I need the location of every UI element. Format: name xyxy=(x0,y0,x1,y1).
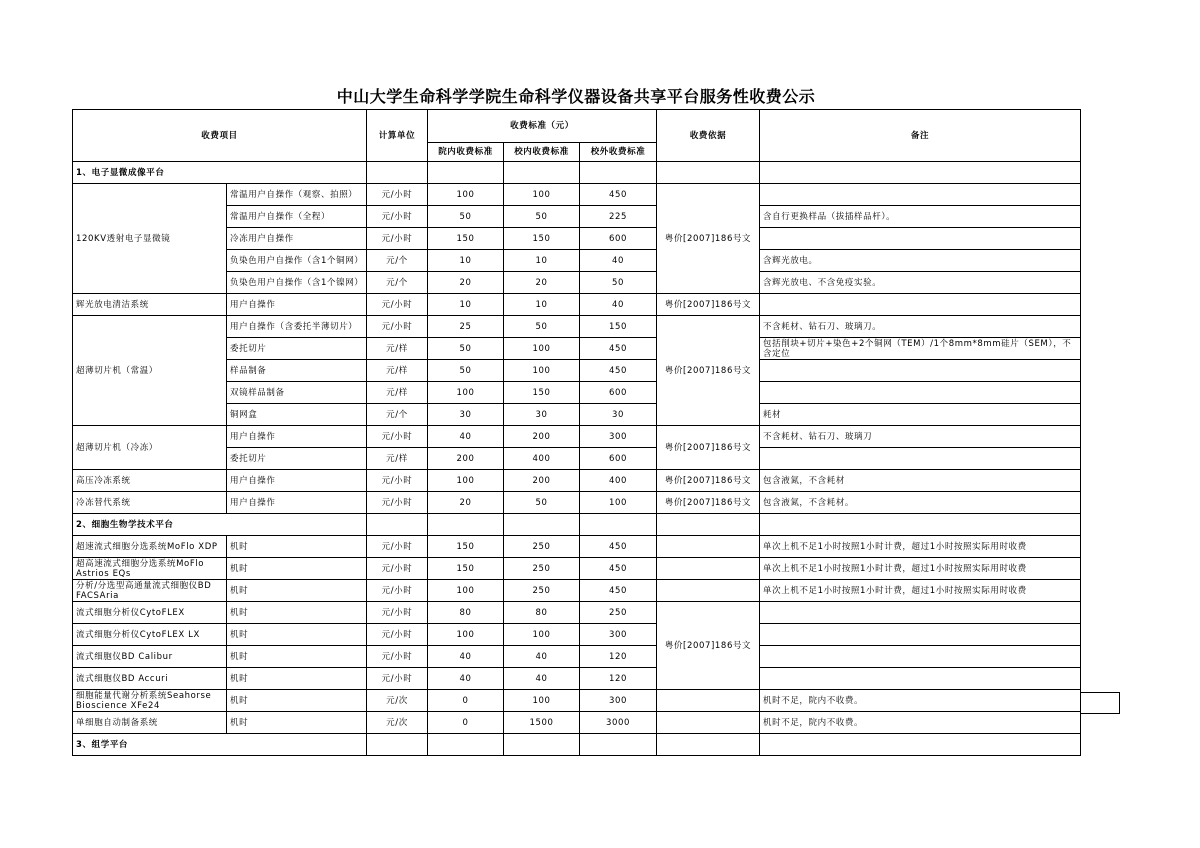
internal-price: 0 xyxy=(428,690,504,712)
section-title: 2、细胞生物学技术平台 xyxy=(73,514,367,536)
empty-cell xyxy=(760,514,1081,536)
basis-cell: 粤价[2007]186号文 xyxy=(657,470,760,492)
remark-cell: 单次上机不足1小时按照1小时计费，超过1小时按照实际用时收费 xyxy=(760,558,1081,580)
header-internal: 院内收费标准 xyxy=(428,143,504,162)
unit-cell: 元/小时 xyxy=(367,624,428,646)
table-row xyxy=(73,536,1081,558)
basis-cell xyxy=(657,580,760,602)
remark-cell: 不含耗材、钻石刀、玻璃刀 xyxy=(760,426,1081,448)
remark-cell xyxy=(760,668,1081,690)
school-price: 30 xyxy=(504,404,580,426)
instrument-name: 流式细胞仪BD Accuri xyxy=(73,668,227,690)
service-item: 机时 xyxy=(227,580,367,602)
internal-price: 80 xyxy=(428,602,504,624)
basis-cell: 粤价[2007]186号文 xyxy=(657,602,760,690)
internal-price: 100 xyxy=(428,184,504,206)
table-row xyxy=(73,294,1081,316)
empty-cell xyxy=(760,734,1081,756)
internal-price: 50 xyxy=(428,338,504,360)
unit-cell: 元/小时 xyxy=(367,316,428,338)
school-price: 50 xyxy=(504,206,580,228)
external-price: 450 xyxy=(580,360,657,382)
school-price: 150 xyxy=(504,228,580,250)
unit-cell: 元/样 xyxy=(367,338,428,360)
service-item: 用户自操作 xyxy=(227,294,367,316)
service-item: 常温用户自操作（观察、拍照） xyxy=(227,184,367,206)
internal-price: 40 xyxy=(428,426,504,448)
basis-cell: 粤价[2007]186号文 xyxy=(657,184,760,294)
instrument-name: 冷冻替代系统 xyxy=(73,492,227,514)
external-price: 250 xyxy=(580,602,657,624)
service-item: 机时 xyxy=(227,646,367,668)
school-price: 40 xyxy=(504,646,580,668)
external-price: 40 xyxy=(580,294,657,316)
school-price: 100 xyxy=(504,338,580,360)
school-price: 40 xyxy=(504,668,580,690)
remark-cell: 包括削块+切片+染色+2个铜网（TEM）/1个8mm*8mm硅片（SEM），不含定位 xyxy=(760,338,1081,360)
section-title: 3、组学平台 xyxy=(73,734,367,756)
unit-cell: 元/次 xyxy=(367,712,428,734)
external-price: 450 xyxy=(580,536,657,558)
table-row xyxy=(73,646,1081,668)
external-price: 600 xyxy=(580,448,657,470)
external-price: 50 xyxy=(580,272,657,294)
external-price: 450 xyxy=(580,184,657,206)
external-price: 300 xyxy=(580,690,657,712)
header-item: 收费项目 xyxy=(73,110,367,162)
section-row xyxy=(73,514,1081,536)
external-price: 120 xyxy=(580,646,657,668)
instrument-name: 超高速流式细胞分选系统MoFlo Astrios EQs xyxy=(73,558,227,580)
service-item: 委托切片 xyxy=(227,448,367,470)
school-price: 20 xyxy=(504,272,580,294)
fee-table xyxy=(72,109,1081,756)
remark-cell: 包含液氮，不含耗材。 xyxy=(760,492,1081,514)
header-unit: 计算单位 xyxy=(367,110,428,162)
unit-cell: 元/小时 xyxy=(367,492,428,514)
school-price: 200 xyxy=(504,426,580,448)
service-item: 机时 xyxy=(227,668,367,690)
external-price: 600 xyxy=(580,382,657,404)
unit-cell: 元/次 xyxy=(367,690,428,712)
table-row xyxy=(73,602,1081,624)
service-item: 负染色用户自操作（含1个镍网） xyxy=(227,272,367,294)
basis-cell: 粤价[2007]186号文 xyxy=(657,294,760,316)
remark-cell: 含辉光放电、不含免疫实验。 xyxy=(760,272,1081,294)
basis-cell xyxy=(657,536,760,558)
internal-price: 30 xyxy=(428,404,504,426)
service-item: 委托切片 xyxy=(227,338,367,360)
internal-price: 50 xyxy=(428,206,504,228)
section-title: 1、电子显微成像平台 xyxy=(73,162,367,184)
instrument-name: 分析/分选型高通量流式细胞仪BD FACSAria xyxy=(73,580,227,602)
remark-cell: 不含耗材、钻石刀、玻璃刀。 xyxy=(760,316,1081,338)
school-price: 10 xyxy=(504,294,580,316)
remark-cell xyxy=(760,602,1081,624)
unit-cell: 元/个 xyxy=(367,272,428,294)
remark-cell: 含辉光放电。 xyxy=(760,250,1081,272)
table-row xyxy=(73,668,1081,690)
internal-price: 25 xyxy=(428,316,504,338)
service-item: 冷冻用户自操作 xyxy=(227,228,367,250)
school-price: 200 xyxy=(504,470,580,492)
instrument-name: 辉光放电清洁系统 xyxy=(73,294,227,316)
external-price: 600 xyxy=(580,228,657,250)
internal-price: 100 xyxy=(428,382,504,404)
remark-cell: 单次上机不足1小时按照1小时计费，超过1小时按照实际用时收费 xyxy=(760,580,1081,602)
external-price: 450 xyxy=(580,558,657,580)
external-price: 100 xyxy=(580,492,657,514)
basis-cell: 粤价[2007]186号文 xyxy=(657,316,760,426)
header-remark: 备注 xyxy=(760,110,1081,162)
unit-cell: 元/小时 xyxy=(367,668,428,690)
service-item: 用户自操作 xyxy=(227,470,367,492)
unit-cell: 元/小时 xyxy=(367,558,428,580)
service-item: 机时 xyxy=(227,690,367,712)
school-price: 1500 xyxy=(504,712,580,734)
service-item: 用户自操作 xyxy=(227,426,367,448)
external-price: 120 xyxy=(580,668,657,690)
instrument-name: 单细胞自动制备系统 xyxy=(73,712,227,734)
empty-cell xyxy=(580,514,657,536)
table-row xyxy=(73,712,1081,734)
remark-cell xyxy=(760,294,1081,316)
internal-price: 20 xyxy=(428,272,504,294)
service-item: 样品制备 xyxy=(227,360,367,382)
table-row xyxy=(73,316,1081,338)
header-basis: 收费依据 xyxy=(657,110,760,162)
service-item: 机时 xyxy=(227,712,367,734)
table-row xyxy=(73,580,1081,602)
service-item: 用户自操作 xyxy=(227,492,367,514)
instrument-name: 流式细胞分析仪CytoFLEX LX xyxy=(73,624,227,646)
empty-cell xyxy=(657,514,760,536)
unit-cell: 元/小时 xyxy=(367,536,428,558)
page-title: 中山大学生命科学学院生命科学仪器设备共享平台服务性收费公示 xyxy=(336,87,816,106)
table-row xyxy=(73,184,1081,206)
internal-price: 40 xyxy=(428,646,504,668)
school-price: 50 xyxy=(504,492,580,514)
unit-cell: 元/小时 xyxy=(367,206,428,228)
unit-cell: 元/小时 xyxy=(367,426,428,448)
instrument-name: 细胞能量代谢分析系统Seahorse Bioscience XFe24 xyxy=(73,690,227,712)
school-price: 10 xyxy=(504,250,580,272)
remark-cell: 包含液氮，不含耗材 xyxy=(760,470,1081,492)
instrument-name: 流式细胞分析仪CytoFLEX xyxy=(73,602,227,624)
table-row xyxy=(73,558,1081,580)
unit-cell: 元/小时 xyxy=(367,470,428,492)
service-item: 铜网盒 xyxy=(227,404,367,426)
school-price: 250 xyxy=(504,536,580,558)
table-row xyxy=(73,426,1081,448)
service-item: 机时 xyxy=(227,602,367,624)
empty-cell xyxy=(504,514,580,536)
unit-cell: 元/小时 xyxy=(367,294,428,316)
instrument-name: 高压冷冻系统 xyxy=(73,470,227,492)
external-price: 40 xyxy=(580,250,657,272)
basis-cell xyxy=(657,712,760,734)
internal-price: 10 xyxy=(428,250,504,272)
service-item: 机时 xyxy=(227,558,367,580)
internal-price: 100 xyxy=(428,580,504,602)
header-school: 校内收费标准 xyxy=(504,143,580,162)
basis-cell xyxy=(657,690,760,712)
school-price: 250 xyxy=(504,558,580,580)
empty-cell xyxy=(428,734,504,756)
school-price: 100 xyxy=(504,184,580,206)
table-row xyxy=(73,492,1081,514)
remark-cell xyxy=(760,382,1081,404)
empty-cell xyxy=(367,514,428,536)
instrument-name: 超薄切片机（冷冻） xyxy=(73,426,227,470)
instrument-name: 流式细胞仪BD Calibur xyxy=(73,646,227,668)
unit-cell: 元/个 xyxy=(367,250,428,272)
internal-price: 150 xyxy=(428,558,504,580)
table-row xyxy=(73,690,1081,712)
empty-cell xyxy=(428,514,504,536)
external-price: 300 xyxy=(580,624,657,646)
empty-cell xyxy=(367,734,428,756)
external-price: 150 xyxy=(580,316,657,338)
internal-price: 150 xyxy=(428,228,504,250)
header-standard: 收费标准（元） xyxy=(428,110,657,143)
instrument-name: 超速流式细胞分选系统MoFlo XDP xyxy=(73,536,227,558)
header-external: 校外收费标准 xyxy=(580,143,657,162)
empty-cell xyxy=(580,734,657,756)
remark-cell xyxy=(760,624,1081,646)
internal-price: 40 xyxy=(428,668,504,690)
external-price: 225 xyxy=(580,206,657,228)
remark-cell: 耗材 xyxy=(760,404,1081,426)
remark-cell: 机时不足，院内不收费。 xyxy=(760,690,1081,712)
unit-cell: 元/样 xyxy=(367,360,428,382)
school-price: 100 xyxy=(504,624,580,646)
school-price: 250 xyxy=(504,580,580,602)
instrument-name: 超薄切片机（常温） xyxy=(73,316,227,426)
service-item: 常温用户自操作（全程） xyxy=(227,206,367,228)
service-item: 双镜样品制备 xyxy=(227,382,367,404)
unit-cell: 元/小时 xyxy=(367,646,428,668)
instrument-name: 120KV透射电子显微镜 xyxy=(73,184,227,294)
external-price: 3000 xyxy=(580,712,657,734)
school-price: 100 xyxy=(504,360,580,382)
basis-cell xyxy=(657,558,760,580)
unit-cell: 元/小时 xyxy=(367,602,428,624)
internal-price: 50 xyxy=(428,360,504,382)
service-item: 负染色用户自操作（含1个铜网） xyxy=(227,250,367,272)
school-price: 100 xyxy=(504,690,580,712)
internal-price: 200 xyxy=(428,448,504,470)
external-price: 450 xyxy=(580,338,657,360)
section-row xyxy=(73,734,1081,756)
overflow-cell xyxy=(1080,692,1120,714)
table-row xyxy=(73,470,1081,492)
remark-cell xyxy=(760,184,1081,206)
external-price: 400 xyxy=(580,470,657,492)
school-price: 400 xyxy=(504,448,580,470)
table-row xyxy=(73,624,1081,646)
external-price: 300 xyxy=(580,426,657,448)
remark-cell xyxy=(760,360,1081,382)
internal-price: 100 xyxy=(428,470,504,492)
remark-cell: 含自行更换样品（拔插样品杆）。 xyxy=(760,206,1081,228)
unit-cell: 元/个 xyxy=(367,404,428,426)
remark-cell: 单次上机不足1小时按照1小时计费，超过1小时按照实际用时收费 xyxy=(760,536,1081,558)
internal-price: 20 xyxy=(428,492,504,514)
service-item: 用户自操作（含委托半薄切片） xyxy=(227,316,367,338)
internal-price: 150 xyxy=(428,536,504,558)
empty-cell xyxy=(657,734,760,756)
internal-price: 10 xyxy=(428,294,504,316)
school-price: 150 xyxy=(504,382,580,404)
basis-cell: 粤价[2007]186号文 xyxy=(657,426,760,470)
school-price: 50 xyxy=(504,316,580,338)
unit-cell: 元/小时 xyxy=(367,184,428,206)
remark-cell xyxy=(760,228,1081,250)
school-price: 80 xyxy=(504,602,580,624)
external-price: 30 xyxy=(580,404,657,426)
remark-cell: 机时不足，院内不收费。 xyxy=(760,712,1081,734)
remark-cell xyxy=(760,448,1081,470)
service-item: 机时 xyxy=(227,624,367,646)
section-row xyxy=(73,162,1081,184)
basis-cell: 粤价[2007]186号文 xyxy=(657,492,760,514)
unit-cell: 元/样 xyxy=(367,382,428,404)
remark-cell xyxy=(760,646,1081,668)
internal-price: 0 xyxy=(428,712,504,734)
unit-cell: 元/样 xyxy=(367,448,428,470)
empty-cell xyxy=(504,734,580,756)
unit-cell: 元/小时 xyxy=(367,580,428,602)
unit-cell: 元/小时 xyxy=(367,228,428,250)
external-price: 450 xyxy=(580,580,657,602)
internal-price: 100 xyxy=(428,624,504,646)
service-item: 机时 xyxy=(227,536,367,558)
